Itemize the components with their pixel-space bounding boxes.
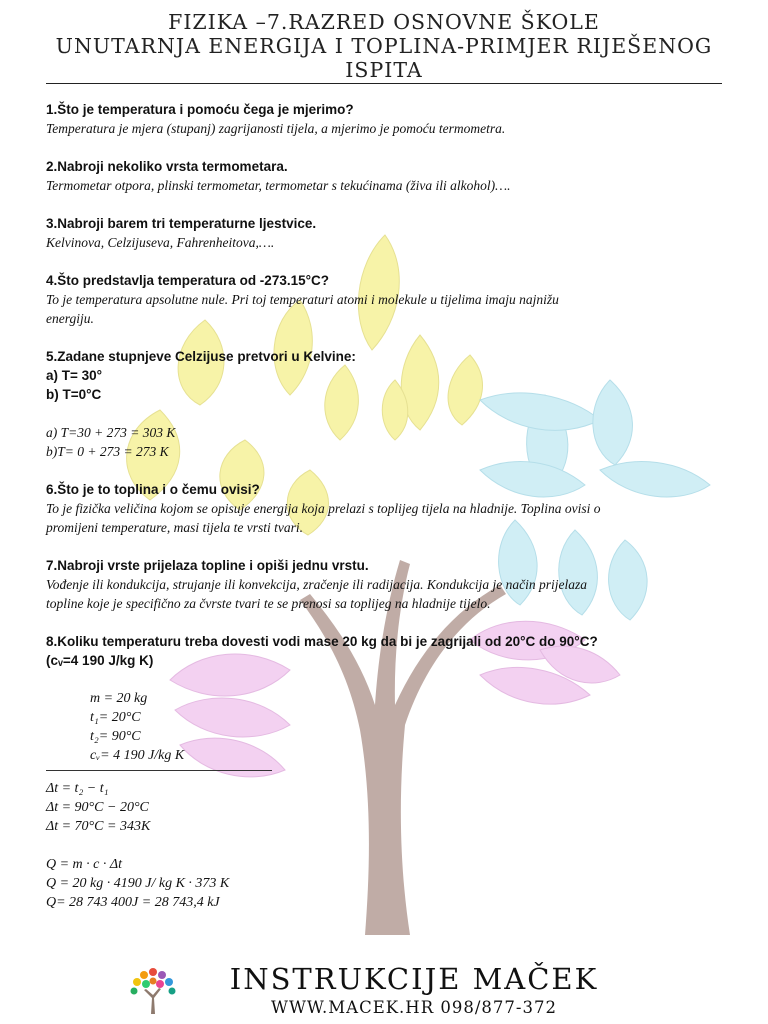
delta-t-substitution: Δt = 90°C − 20°C — [46, 800, 149, 815]
header-divider — [46, 83, 722, 84]
question-block-5 — [46, 347, 722, 461]
question-text: 2.Nabroji nekoliko vrsta termometara. — [46, 159, 288, 174]
heat-formula: Q = m · c · Δt — [46, 857, 122, 872]
given-mass: m = 20 kg — [90, 691, 148, 706]
header-title-line-3: ISPITA — [345, 58, 423, 82]
page-header — [46, 10, 722, 82]
answer-text: To je fizička veličina kojom se opisuje energija koja prelazi s toplijeg tijela na hladnije. Toplina ovisi o — [46, 501, 601, 516]
page-footer — [0, 960, 768, 1024]
question-part: b) T=0°C — [46, 387, 102, 402]
question-block-4 — [46, 271, 722, 328]
question-text: 8.Koliku temperaturu treba dovesti vodi mase 20 kg da bi je zagrijali od 20°C do 90°C? — [46, 634, 598, 649]
contact-info: WWW.MACEK.HR 098/877-372 — [271, 998, 557, 1017]
delta-t-result: Δt = 70°C = 343K — [46, 819, 151, 834]
question-text: 1.Što je temperatura i pomoću čega je mjerimo? — [46, 102, 354, 117]
answer-text: b)T= 0 + 273 = 273 K — [46, 444, 169, 459]
question-text: (cᵥ=4 190 J/kg K) — [46, 653, 154, 668]
question-block-7 — [46, 556, 722, 613]
question-text: 7.Nabroji vrste prijelaza topline i opiši jednu vrstu. — [46, 558, 369, 573]
question-text: 4.Što predstavlja temperatura od -273.15°C? — [46, 273, 329, 288]
question-block-6 — [46, 480, 722, 537]
header-title-line-1: FIZIKA –7.RAZRED OSNOVNE ŠKOLE — [168, 10, 600, 34]
delta-t-formula: Δt = t₂ − t₁ — [46, 781, 109, 796]
question-block-3 — [46, 214, 722, 252]
question-part: a) T= 30° — [46, 368, 103, 383]
answer-text: topline koje je specifično za čvrste tvari te se prenosi sa toplijeg na hladnije tijelo. — [46, 596, 491, 611]
answer-text: energiju. — [46, 311, 94, 326]
answer-text: promijeni temperature, masi tijela te vrsti tvari. — [46, 520, 303, 535]
heat-result: Q= 28 743 400J = 28 743,4 kJ — [46, 895, 220, 910]
tree-logo-icon — [126, 964, 180, 1018]
exam-content — [46, 100, 722, 912]
question-text: 3.Nabroji barem tri temperaturne ljestvice. — [46, 216, 317, 231]
heat-substitution: Q = 20 kg · 4190 J/ kg K · 373 K — [46, 876, 230, 891]
question-text: 6.Što je to toplina i o čemu ovisi? — [46, 482, 260, 497]
answer-text: To je temperatura apsolutne nule. Pri toj temperaturi atomi i molekule u tijelima imaju najnižu — [46, 292, 559, 307]
given-values — [46, 689, 722, 765]
given-specific-heat: cᵥ= 4 190 J/kg K — [90, 748, 185, 763]
question-text: 5.Zadane stupnjeve Celzijuse pretvori u Kelvine: — [46, 349, 356, 364]
question-block-1 — [46, 100, 722, 138]
question-block-2 — [46, 157, 722, 195]
question-block-8 — [46, 632, 722, 912]
answer-text: Vođenje ili kondukcija, strujanje ili konvekcija, zračenje ili radijacija. Kondukcija je način prijelaza — [46, 577, 588, 592]
brand-name: INSTRUKCIJE MAČEK — [229, 962, 599, 996]
answer-text: Termometar otpora, plinski termometar, termometar s tekućinama (živa ili alkohol)…. — [46, 178, 511, 193]
header-title-line-2: UNUTARNJA ENERGIJA I TOPLINA-PRIMJER RIJEŠENOG — [55, 34, 713, 58]
given-t1: t₁= 20°C — [90, 710, 141, 725]
given-divider — [46, 770, 272, 771]
answer-text: Kelvinova, Celzijuseva, Fahrenheitova,…. — [46, 235, 275, 250]
given-t2: t₂= 90°C — [90, 729, 141, 744]
answer-text: a) T=30 + 273 = 303 K — [46, 425, 176, 440]
answer-text: Temperatura je mjera (stupanj) zagrijanosti tijela, a mjerimo je pomoću termometra. — [46, 121, 506, 136]
